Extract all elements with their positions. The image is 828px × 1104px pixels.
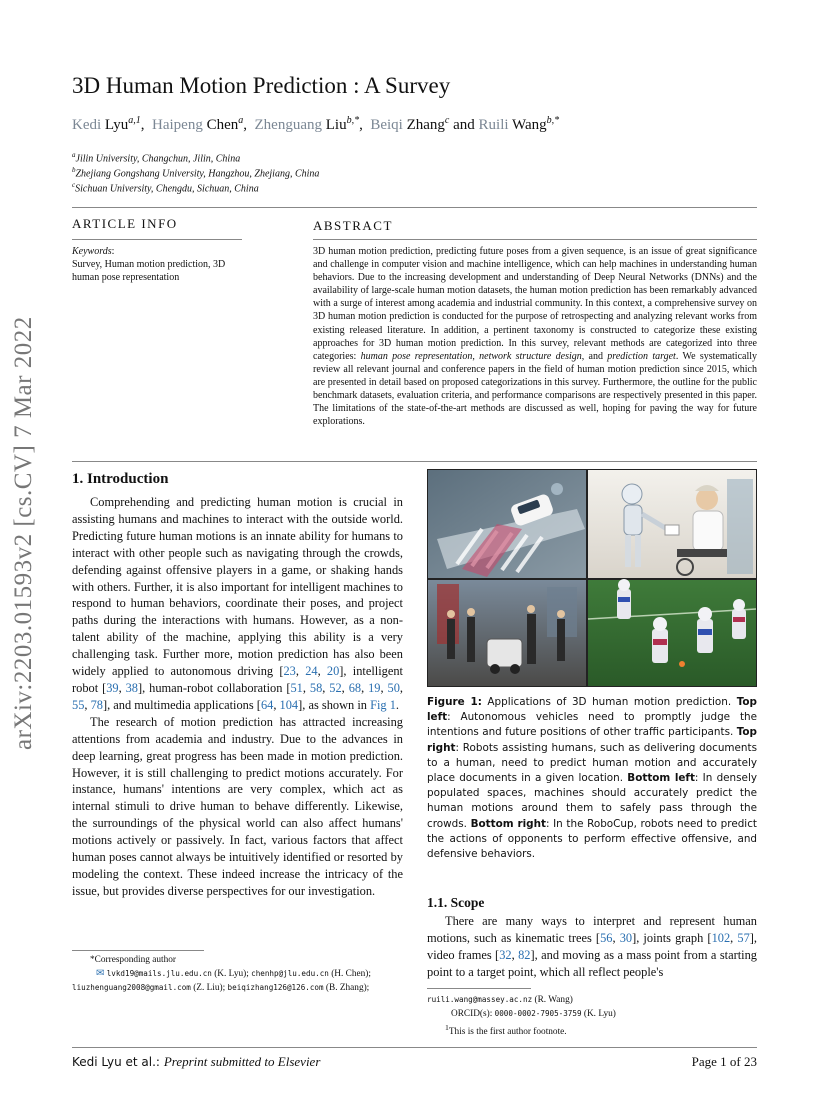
citation-link[interactable]: 102 bbox=[711, 931, 731, 945]
footer-rule bbox=[72, 1047, 757, 1048]
citation-link[interactable]: 68 bbox=[348, 680, 362, 695]
citation-link[interactable]: 51 bbox=[290, 680, 303, 695]
envelope-icon: ✉ bbox=[96, 968, 105, 979]
citation-link[interactable]: 56 bbox=[600, 931, 613, 945]
footnotes-right bbox=[427, 993, 757, 1039]
intro-paragraph: The research of motion prediction has attracted increasing attentions from academia and industry. Due to the advances in deep learning, great progress has been made in motion prediction. However, it is still challenging to predict motions accurately. For instance, humans' intentions are very complex, which act as internal stimuli to drive human to behave differently. Likewise, the surroundings of the physical world can also affect humans' motions actively or passively. In fact, various factors that affect human poses cannot always be intuitively identified or resorted by modeling the context. These indeed increase the intricacy of the issue, but provides diverse perspectives for our investigation. bbox=[72, 714, 403, 898]
figure-1-image bbox=[427, 469, 757, 687]
footnote-rule bbox=[72, 950, 204, 951]
author: Kedi Lyu$^{a,1}$ bbox=[72, 115, 141, 133]
citation-link[interactable]: 19 bbox=[368, 680, 381, 695]
paper-title: 3D Human Motion Prediction : A Survey bbox=[72, 73, 451, 98]
abstract-bottom-rule bbox=[72, 461, 757, 462]
email-link[interactable]: beiqizhang126@126.com bbox=[227, 983, 324, 992]
abstract-heading: ABSTRACT bbox=[313, 218, 393, 233]
email-link[interactable]: chenhp@jlu.edu.cn bbox=[251, 969, 329, 978]
email-link[interactable]: ruili.wang@massey.ac.nz bbox=[427, 995, 533, 1004]
author: Beiqi Zhang$^c$ bbox=[370, 115, 450, 133]
keywords: Keywords: Survey, Human motion prediction, 3D human pose representation bbox=[72, 246, 226, 283]
scope-body bbox=[427, 913, 757, 981]
corresponding-note: *Corresponding author bbox=[90, 955, 176, 965]
article-info-heading: ARTICLE INFO bbox=[72, 216, 178, 231]
first-author-note: $^1$This is the first author footnote. bbox=[445, 1023, 567, 1038]
email-line: liuzhenguang2008@gmail.com (Z. Liu); beiqizhang126@126.com (B. Zhang); bbox=[72, 983, 370, 993]
footer-left: Kedi Lyu et al.: Preprint submitted to Elsevier bbox=[72, 1054, 321, 1069]
citation-link[interactable]: 23 bbox=[283, 664, 296, 679]
citation-link[interactable]: 78 bbox=[90, 697, 103, 712]
figure-link[interactable]: Fig 1 bbox=[370, 697, 396, 712]
email-link[interactable]: lvkd19@mails.jlu.edu.cn bbox=[106, 969, 212, 978]
citation-link[interactable]: 32 bbox=[499, 948, 512, 962]
intro-body bbox=[72, 494, 403, 900]
citation-link[interactable]: 104 bbox=[279, 697, 299, 712]
citation-link[interactable]: 58 bbox=[309, 680, 323, 695]
affiliation: $^b$Zhejiang Gongshang University, Hangzhou, Zhejiang, China bbox=[72, 166, 320, 180]
author: Ruili Wang$^{b,*}$ bbox=[478, 115, 560, 133]
email-line: ruili.wang@massey.ac.nz (R. Wang) bbox=[427, 995, 573, 1005]
orcid-line: ORCID(s): 0000-0002-7905-3759 (K. Lyu) bbox=[451, 1009, 616, 1019]
email-link[interactable]: liuzhenguang2008@gmail.com bbox=[72, 983, 191, 992]
citation-link[interactable]: 82 bbox=[518, 948, 531, 962]
figure-1-caption: Figure 1: Applications of 3D human motion prediction. Top left: Autonomous vehicles need to promptly judge the intentions and future positions of other traffic participants. Top right: Robots assisting humans, such as delivering documents to a human, need to predict human motion and accurately place documents in a given location. Bottom left: In densely populated spaces, machines should accurately predict the human motions around them to safely pass through the crowds. Bottom right: In the RoboCup, robots need to predict the actions of opponents to perform effective offensive, and defensive behaviors. bbox=[427, 696, 757, 861]
citation-link[interactable]: 20 bbox=[326, 664, 340, 679]
citation-link[interactable]: 50 bbox=[387, 680, 400, 695]
footnote-rule-right bbox=[427, 988, 531, 989]
author: Zhenguang Liu$^{b,*}$ bbox=[254, 115, 360, 133]
citation-link[interactable]: 38 bbox=[125, 680, 138, 695]
scope-paragraph: There are many ways to interpret and represent human motions, such as kinematic trees [56, 30], joints graph [102, 57], video frames [32, 82], and moving as a mass point from a starting point to a target point, which all reflect people's bbox=[427, 914, 758, 979]
affiliation: $^a$Jilin University, Changchun, Jilin, China bbox=[72, 151, 241, 165]
figure-1-collage bbox=[427, 469, 757, 687]
intro-paragraph: Comprehending and predicting human motion is crucial in assisting humans and machines to interact with the outside world. Predicting future human motions is an innate ability for humans to interact with other people such as navigating through the crowds, defending against offensive players in a game, or shaking hands with others. Further, it is also important for intelligent machines to respond to human behaviors, coordinate their poses, and project paths during the interactions with humans. However, as a non-talent ability of the machine, applying this ability is a very challenging task. Further more, motion prediction has also been widely applied to autonomous driving [23, 24, 20], intelligent robot [39, 38], human-robot collaboration [51, 58, 52, 68, 19, 50, 55, 78], and multimedia applications [64, 104], as shown in Fig 1. bbox=[72, 495, 403, 712]
intro-heading: 1. Introduction bbox=[72, 471, 169, 487]
citation-link[interactable]: 30 bbox=[619, 931, 633, 945]
citation-link[interactable]: 24 bbox=[305, 664, 318, 679]
scope-heading: 1.1. Scope bbox=[427, 895, 485, 910]
footnotes-left bbox=[72, 954, 412, 995]
abstract-text: 3D human motion prediction, predicting future poses from a given sequence, is an issue of great significance and challenge in computer vision and machine intelligence, which can help machines in understanding human behaviors. Due to the increasing development and understanding of Deep Neural Networks (DNNs) and the availability of large-scale human motion datasets, the human motion prediction has been remarkably advanced with a surge of interest among academia and industrial community. In this context, a comprehensive survey on 3D human motion prediction is conducted for the purpose of retrospecting and analyzing relevant works from existing released literature. In addition, a pertinent taxonomy is constructed to categorize these existing approaches for 3D human motion prediction. In this survey, relevant methods are categorized into three categories: human pose representation, network structure design, and prediction target. We systematically review all relevant journal and conference papers in the field of human motion prediction since 2015, which are presented in detail based on proposed categorizations in this survey. Furthermore, the outline for the public benchmark datasets, evaluation criteria, and performance comparisons are respectively presented in this paper. The limitations of the state-of-the-art methods are discussed as well, hoping for paving the way for future explorations. bbox=[313, 246, 758, 428]
header-rule bbox=[72, 207, 757, 208]
citation-link[interactable]: 52 bbox=[329, 680, 342, 695]
citation-link[interactable]: 57 bbox=[737, 931, 750, 945]
email-line: ✉ lvkd19@mails.jlu.edu.cn (K. Lyu); chenhp@jlu.edu.cn (H. Chen); bbox=[96, 968, 371, 979]
abstract-rule bbox=[313, 239, 757, 240]
and-word: and bbox=[453, 117, 475, 133]
author: Haipeng Chen$^a$ bbox=[152, 115, 244, 133]
page-number: Page 1 of 23 bbox=[691, 1054, 757, 1069]
arxiv-stamp: arXiv:2203.01593v2 [cs.CV] 7 Mar 2022 bbox=[10, 316, 37, 750]
citation-link[interactable]: 55 bbox=[72, 697, 85, 712]
affiliation: $^c$Sichuan University, Chengdu, Sichuan, China bbox=[72, 181, 259, 195]
citation-link[interactable]: 64 bbox=[260, 697, 274, 712]
panel-bottom-right bbox=[588, 580, 756, 686]
author-list: Kedi Lyu$^{a,1}$, Haipeng Chen$^a$, Zhenguang Liu$^{b,*}$, Beiqi Zhang$^c$ and Ruili Wang$^{b,*}$ bbox=[72, 115, 560, 133]
orcid-link[interactable]: 0000-0002-7905-3759 bbox=[494, 1009, 582, 1018]
article-info-rule bbox=[72, 239, 242, 240]
citation-link[interactable]: 39 bbox=[106, 680, 119, 695]
